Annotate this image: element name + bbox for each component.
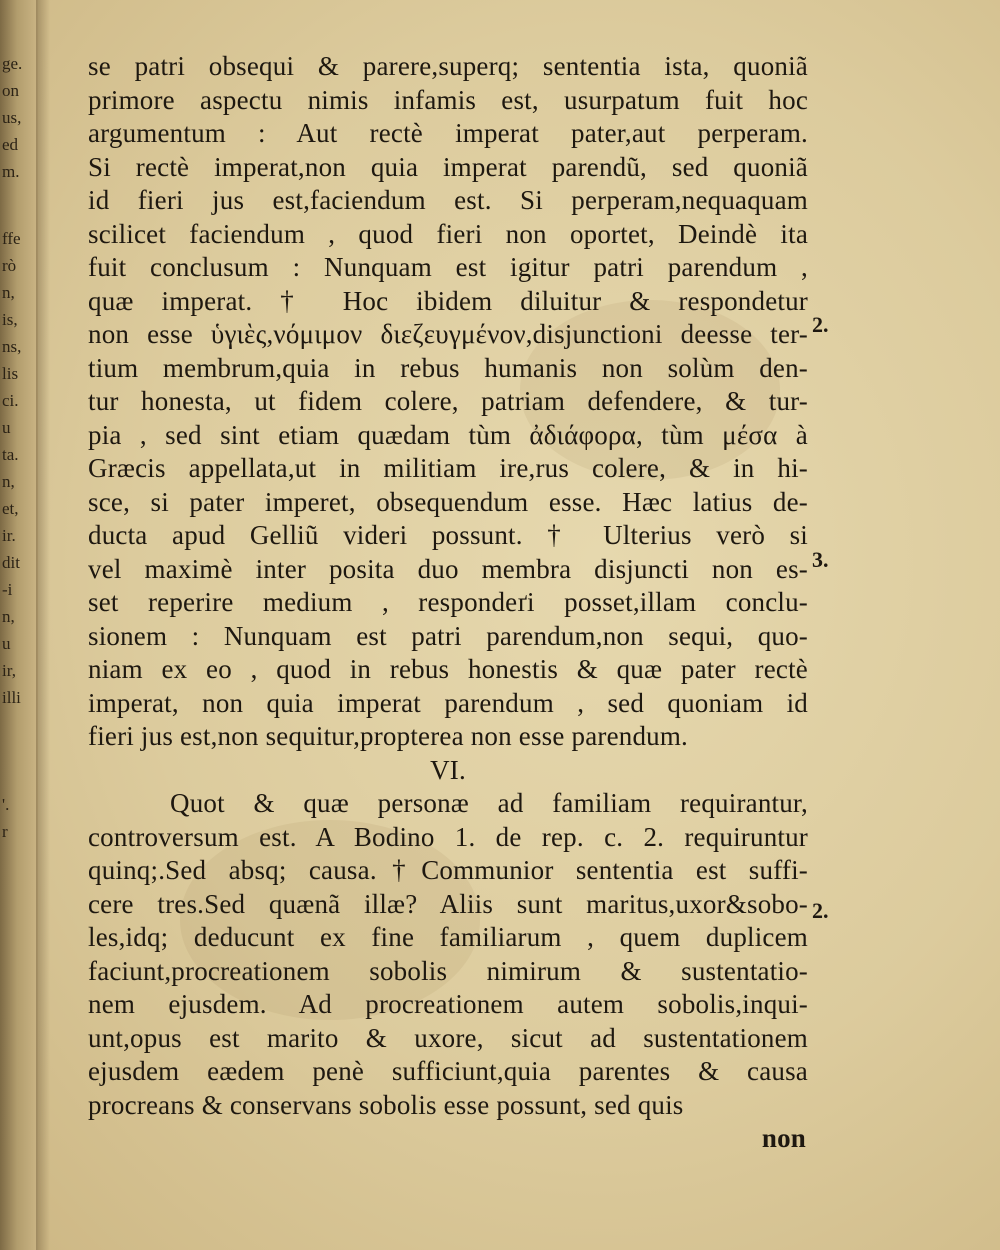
binding-shadow bbox=[36, 0, 50, 1250]
text-line: set reperire medium , respondeґi posset,illam conclu- bbox=[88, 587, 808, 617]
facing-page-fragment: ge. bbox=[2, 54, 23, 73]
margin-number: 3. bbox=[812, 547, 829, 572]
text-line: Si rectè imperat,non quia imperat parendũ, sed quoniã bbox=[88, 151, 808, 182]
text-line: pia , sed sint etiam quædam tùm ἀδιάφορα, tùm μέσα à bbox=[88, 419, 808, 450]
facing-page-fragment: ns, bbox=[2, 337, 22, 356]
facing-page-fragment: ed bbox=[2, 135, 19, 154]
facing-page-fragment: m. bbox=[2, 162, 20, 181]
facing-page-fragment bbox=[2, 711, 36, 751]
facing-page-fragment: ir. bbox=[2, 526, 16, 545]
margin-number: 2. bbox=[812, 312, 829, 337]
text-line: vel maximè inter posita duo membra disjuncti non es- bbox=[88, 553, 808, 584]
text-line: cere tres.Sed quænã illæ? Aliis sunt maritus,uxor&sobo- bbox=[88, 888, 808, 919]
text-line: se patri obsequi & parere,superq; sententia ista, quoniã bbox=[88, 51, 808, 81]
facing-page-fragment: lis bbox=[2, 364, 19, 383]
text-line: tur honesta, ut fidem colere, patriam defendere, & tur- bbox=[88, 386, 808, 416]
text-line: Græcis appellata,ut in militiam ire,rus colere, & in hi- bbox=[88, 453, 808, 483]
facing-page-fragment: '. bbox=[2, 795, 10, 814]
paragraph-block-1 bbox=[88, 50, 808, 754]
facing-page-fragment bbox=[2, 185, 36, 225]
text-line: niam ex eo , quod in rebus honestis & quæ pater rectè bbox=[88, 654, 808, 684]
facing-page-fragment: dit bbox=[2, 553, 20, 572]
text-line: procreans & conservans sobolis esse possunt, sed quis bbox=[88, 1089, 684, 1120]
facing-page-fragment: u bbox=[2, 634, 11, 653]
text-line: primore aspectu nimis infamis est, usurpatum fuit hoc bbox=[88, 84, 808, 115]
facing-page-fragment: r bbox=[2, 822, 8, 841]
facing-page-fragment: n, bbox=[2, 607, 15, 626]
text-line: sionem : Nunquam est patri parendum,non sequi, quo- bbox=[88, 620, 808, 651]
facing-page-fragment: ffe bbox=[2, 229, 21, 248]
text-line: les,idq; deducunt ex fine familiarum , quem duplicem bbox=[88, 922, 808, 952]
facing-page-fragment: us, bbox=[2, 108, 22, 127]
facing-page-fragments bbox=[2, 50, 36, 845]
text-line: faciunt,procreationem sobolis nimirum & sustentatio- bbox=[88, 955, 808, 986]
text-line: Quot & quæ personæ ad familiam requirantur, bbox=[170, 788, 808, 818]
body-text bbox=[88, 50, 808, 1156]
text-line: fuit conclusum : Nunquam est igitur patri parendum , bbox=[88, 252, 808, 282]
facing-page-fragment bbox=[2, 751, 36, 791]
text-line: quinq;.Sed absq; causa.†Communior sententia est suffi- bbox=[88, 855, 808, 885]
text-line: ducta apud Gelliũ videri possunt. † Ulterius verò si bbox=[88, 520, 808, 550]
text-line: nem ejusdem. Ad procreationem autem sobolis,inqui- bbox=[88, 989, 808, 1019]
facing-page-fragment: ta. bbox=[2, 445, 19, 464]
text-line: quæ imperat. † Hoc ibidem diluitur & respondetur bbox=[88, 285, 808, 316]
margin-number: 2. bbox=[812, 898, 829, 923]
text-line: controversum est. A Bodino 1. de rep. c. 2. requiruntur bbox=[88, 821, 808, 852]
text-line: tium membrum,quia in rebus humanis non solùm den- bbox=[88, 352, 808, 383]
text-line: non esse ὑγιὲς,νόμιμον διεζευγμένον,disjunctioni deesse ter- bbox=[88, 319, 808, 349]
facing-page-fragment: on bbox=[2, 81, 19, 100]
catchword: non bbox=[761, 1123, 806, 1153]
facing-page-fragment: rò bbox=[2, 256, 17, 275]
text-line: imperat, non quia imperat parendum , sed quoniam id bbox=[88, 687, 808, 718]
facing-page-fragment: et, bbox=[2, 499, 19, 518]
facing-page-fragment: is, bbox=[2, 310, 18, 329]
text-line: scilicet faciendum , quod fieri non oportet, Deindè ita bbox=[88, 218, 808, 249]
facing-page-fragment: u bbox=[2, 418, 11, 437]
text-line: sce, si pater imperet, obsequendum esse. Hæc latius de- bbox=[88, 486, 808, 517]
text-line: id fieri jus est,faciendum est. Si perperam,nequaquam bbox=[88, 185, 808, 215]
facing-page-fragment: n, bbox=[2, 283, 15, 302]
text-line: unt,opus est marito & uxore, sicut ad sustentationem bbox=[88, 1022, 808, 1053]
section-heading: VI. bbox=[430, 754, 466, 785]
facing-page-fragment: -i bbox=[2, 580, 13, 599]
facing-page-fragment: n, bbox=[2, 472, 15, 491]
facing-page-fragment: illi bbox=[2, 688, 21, 707]
facing-page-fragment: ci. bbox=[2, 391, 19, 410]
text-line: argumentum : Aut rectè imperat pater,aut perperam. bbox=[88, 118, 808, 148]
paragraph-block-2 bbox=[88, 787, 808, 1122]
text-line: ejusdem eædem penè sufficiunt,quia parentes & causa bbox=[88, 1056, 808, 1086]
facing-page-fragment: ir, bbox=[2, 661, 16, 680]
text-line: fieri jus est,non sequitur,propterea non esse parendum. bbox=[88, 721, 689, 751]
